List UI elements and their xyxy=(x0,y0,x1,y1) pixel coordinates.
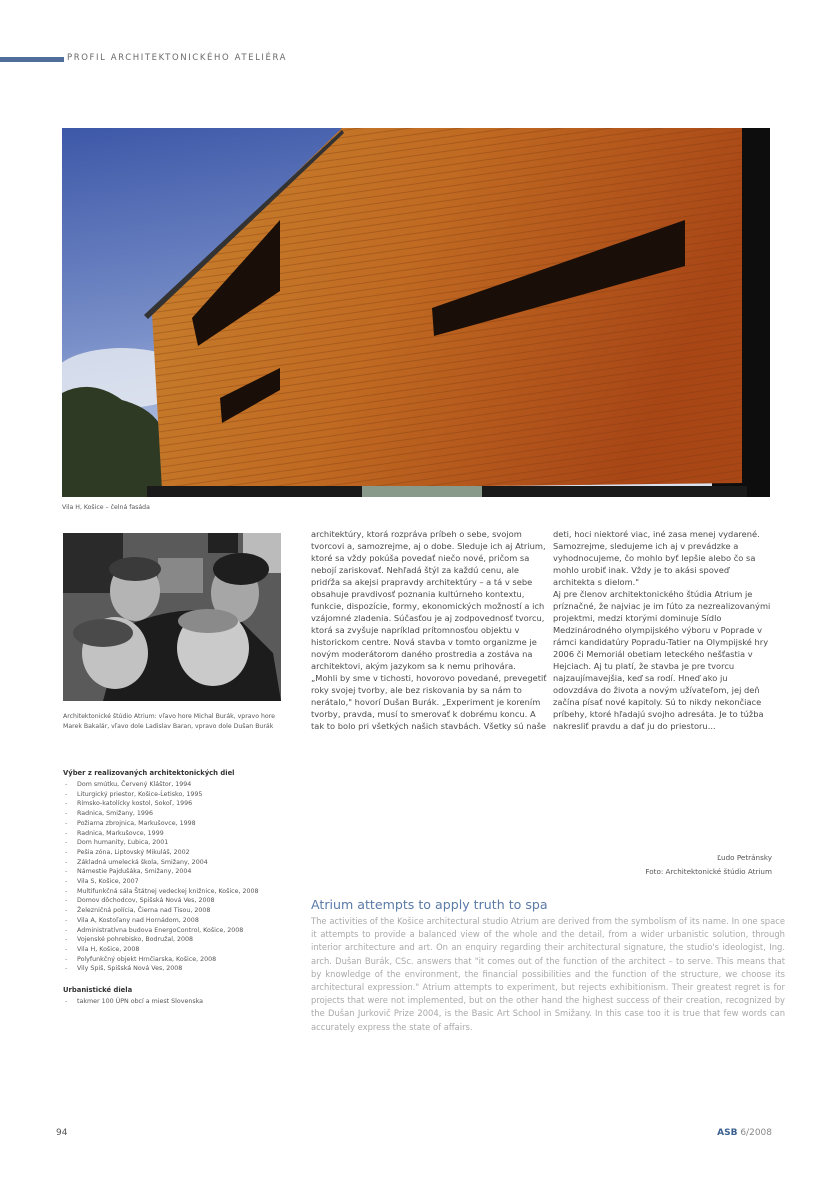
magazine-name: ASB xyxy=(717,1128,738,1138)
magazine-issue xyxy=(717,1128,772,1138)
photo-credit: Foto: Architektonické štúdio Atrium xyxy=(645,867,772,876)
list-item: - Železničná polícia, Čierna nad Tisou, 2008 xyxy=(63,906,293,916)
works-heading: Výber z realizovaných architektonických diel xyxy=(63,769,235,777)
list-item: - Radnica, Smižany, 1996 xyxy=(63,809,293,819)
list-item: - Vila A, Kostoľany nad Hornádom, 2008 xyxy=(63,916,293,926)
list-item: - Dom humanity, Ľubica, 2001 xyxy=(63,838,293,848)
article-paragraph: „Mohli by sme v tichosti, hovorovo povedané, prevegetiť roky svojej tvorby, ale bez riskovania by sa nám to nerátalo," hovorí Dušan Burák. „Experiment je korením tvorby, pravda, musí to smerovať k dobrému koncu. A tak to bolo pri všetkých našich stavbách. Všetky sú naše xyxy=(311,673,547,731)
list-item: - Radnica, Markušovce, 1999 xyxy=(63,829,293,839)
list-item: - takmer 100 ÚPN obcí a miest Slovenska xyxy=(63,997,293,1007)
article-paragraph: deti, hoci niektoré viac, iné zasa menej vydarené. Samozrejme, sledujeme ich aj v prevádzke a vyhodnocujeme, čo mohlo byť lepšie alebo čo sa mohlo urobiť inak. Vždy je to akási spoveď architekta s dielom." xyxy=(553,529,760,587)
page-number: 94 xyxy=(56,1128,68,1138)
list-item: - Požiarna zbrojnica, Markušovce, 1998 xyxy=(63,819,293,829)
list-item: - Vojenské pohrebisko, Bodružal, 2008 xyxy=(63,935,293,945)
list-item: - Administratívna budova EnergoControl, Košice, 2008 xyxy=(63,926,293,936)
list-item: - Dom smútku, Červený Kláštor, 1994 xyxy=(63,780,293,790)
works-list xyxy=(63,780,293,974)
article-paragraph: architektúry, ktorá rozpráva príbeh o sebe, svojom tvorcovi a, samozrejme, aj o dobe. Sleduje ich aj Atrium, ktoré sa vždy pokúša povedať niečo nové, pričom sa nebojí zariskovať. Nehľadá štýl za každú cenu, ale pridŕža sa akejsi prapravdy architektúry – a tá v sebe obsahuje pravdivosť poznania kultúrneho kontextu, funkcie, dispozície, formy, ekonomických možností a ich vzájomné zladenia. Súčasťou je aj zodpovednosť tvorcu, ktorá sa zvyšuje napríklad prítomnosťou objektu v historickom centre. Nová stavba v tomto organizme je novým moderátorom daného prostredia a zostáva na architektovi, akým jazykom sa k nemu prihovára. xyxy=(311,529,546,671)
article-credits xyxy=(645,851,772,879)
issue-number: 6/2008 xyxy=(740,1128,772,1138)
article-column-right xyxy=(553,528,773,732)
list-item: - Liturgický priestor, Košice-Ĺetisko, 1995 xyxy=(63,790,293,800)
team-photo-caption: Architektonické štúdio Atrium: vľavo hore Michal Burák, vpravo hore Marek Bakalár, vľavo dole Ladislav Baran, vpravo dole Dušan Burák xyxy=(63,713,275,730)
article-column-middle xyxy=(311,528,547,732)
list-item: - Domov dôchodcov, Spišská Nová Ves, 2008 xyxy=(63,896,293,906)
list-item: - Námestie Pajdušáka, Smižany, 2004 xyxy=(63,867,293,877)
list-item: - Rímsko-katolícky kostol, Sokoľ, 1996 xyxy=(63,799,293,809)
english-summary-title: Atrium attempts to apply truth to spa xyxy=(311,897,548,912)
list-item: - Polyfunkčný objekt Hrnčiarska, Košice, 2008 xyxy=(63,955,293,965)
list-item: - Vila S, Košice, 2007 xyxy=(63,877,293,887)
urban-heading: Urbanistické diela xyxy=(63,986,133,995)
list-item: - Vila H, Košice, 2008 xyxy=(63,945,293,955)
team-photo-graphic xyxy=(63,533,281,701)
english-summary-body: The activities of the Košice architectural studio Atrium are derived from the symbolism of its name. In one space it attempts to provide a balanced view of the whole and the detail, from a wider urbanistic solution, through interior architecture and art. On an enquiry regarding their architectural signature, the studio's ideologist, Ing. arch. Dušan Burák, CSc. answers that "it comes out of the function of the architect – to serve. This means that by knowledge of the environment, the financial possibilities and the function of the structure, we choose its architectural expression." Atrium attempts to experiment, but rejects exhibitionism. Their greatest regret is for projects that were not implemented, but on the other hand the highest success of their creation, recognized by the Dušan Jurkovič Prize 2004, is the Basic Art School in Smižany. In this case too it is true that few words can accurately express the state of affairs. xyxy=(311,916,785,1032)
works-section xyxy=(63,767,293,1007)
article-paragraph: Aj pre členov architektonického štúdia Atrium je príznačné, že najviac je im ľúto za nezrealizovanými projektmi, medzi ktorými dominuje Sídlo Medzinárodného olympijského výboru v Poprade v rámci kandidatúry Popradu-Tatier na Olympijské hry 2006 či Memoriál obetiam leteckého nešťastia v Hejciach. Aj tu platí, že stavba je pre tvorcu najzaujímavejšia, keď sa rodí. Hneď ako ju odovzdáva do života a novým užívateľom, jej deň začína písať nové kapitoly. Sú to nikdy nekončiace príbehy, ktoré hľadajú svojho adresáta. Je to túžba nakresliť pravdu a dať ju do priestoru... xyxy=(553,589,771,731)
author-name: Ľudo Petránsky xyxy=(717,853,772,862)
urban-list xyxy=(63,997,293,1007)
list-item: - Pešia zóna, Liptovský Mikuláš, 2002 xyxy=(63,848,293,858)
list-item: - Multifunkčná sála Štátnej vedeckej knižnice, Košice, 2008 xyxy=(63,887,293,897)
list-item: - Základná umelecká škola, Smižany, 2004 xyxy=(63,858,293,868)
facade-photo-caption: Vila H, Košice – čelná fasáda xyxy=(62,504,150,511)
team-photo xyxy=(63,533,281,701)
list-item: - Vily Spiš, Spišská Nová Ves, 2008 xyxy=(63,964,293,974)
section-title: PROFIL ARCHITEKTONICKÉHO ATELIÉRA xyxy=(67,53,288,63)
facade-photo xyxy=(62,128,770,497)
facade-photo-graphic xyxy=(62,128,770,497)
header-accent-bar xyxy=(0,57,64,62)
